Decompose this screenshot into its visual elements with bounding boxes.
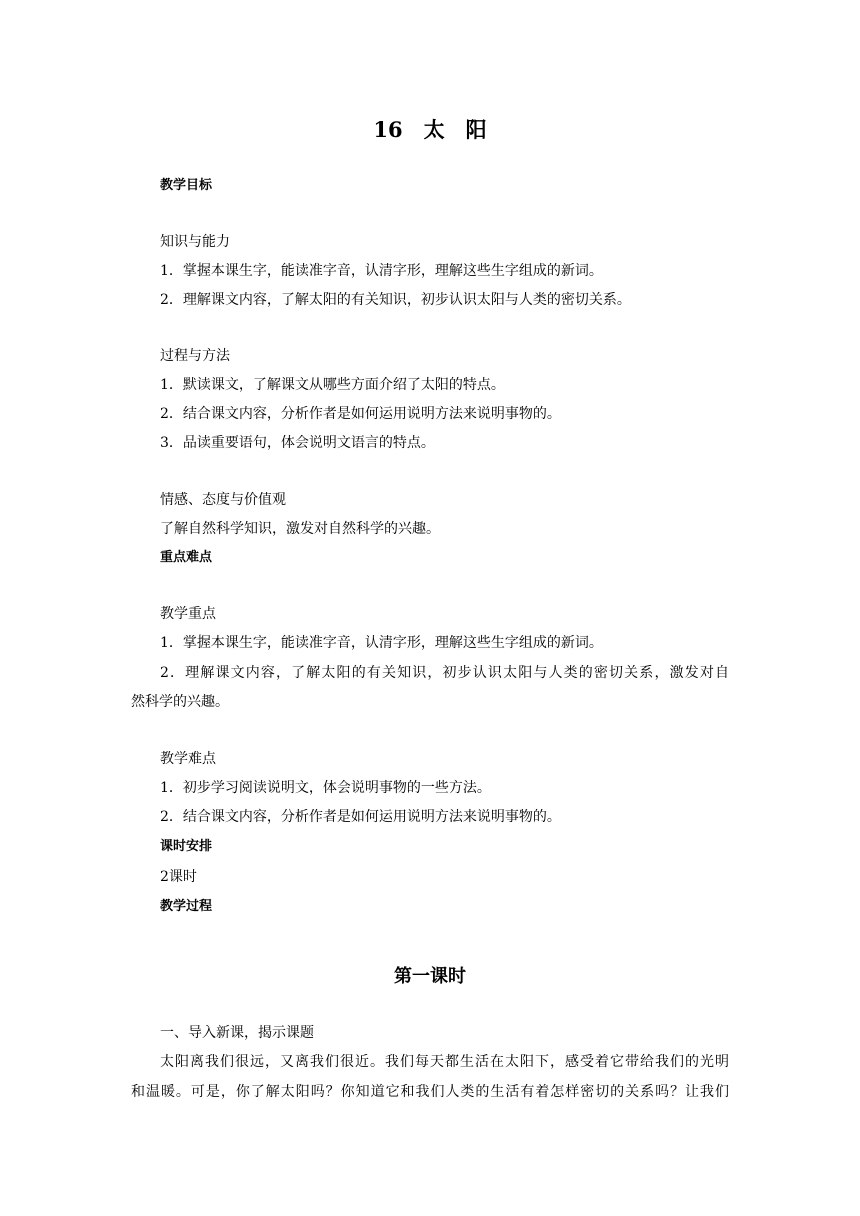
paragraph-line: 和温暖。可是，你了解太阳吗？你知道它和我们人类的生活有着怎样密切的关系吗？让我们 bbox=[131, 1084, 729, 1100]
process-method-item: 2．结合课文内容，分析作者是如何运用说明方法来说明事物的。 bbox=[160, 406, 561, 422]
difficulty-heading: 教学难点 bbox=[160, 751, 216, 767]
process-method-item: 3．品读重要语句，体会说明文语言的特点。 bbox=[160, 435, 435, 451]
teaching-process-heading: 教学过程 bbox=[160, 899, 213, 914]
focus-item: 1．掌握本课生字，能读准字音，认清字形，理解这些生字组成的新词。 bbox=[160, 635, 603, 651]
key-points-heading: 重点难点 bbox=[160, 550, 213, 565]
difficulty-item: 1．初步学习阅读说明文，体会说明事物的一些方法。 bbox=[160, 780, 491, 796]
focus-item-continued: 然科学的兴趣。 bbox=[131, 694, 229, 710]
schedule-value: 2课时 bbox=[160, 869, 197, 885]
focus-heading: 教学重点 bbox=[160, 606, 216, 622]
paragraph-line: 太阳离我们很远，又离我们很近。我们每天都生活在太阳下，感受着它带给我们的光明 bbox=[160, 1054, 729, 1070]
focus-item: 2．理解课文内容，了解太阳的有关知识，初步认识太阳与人类的密切关系，激发对自 bbox=[160, 665, 729, 681]
knowledge-item: 2．理解课文内容，了解太阳的有关知识，初步认识太阳与人类的密切关系。 bbox=[160, 292, 631, 308]
section-heading: 一、导入新课，揭示课题 bbox=[160, 1025, 314, 1041]
knowledge-item: 1．掌握本课生字，能读准字音，认清字形，理解这些生字组成的新词。 bbox=[160, 263, 603, 279]
difficulty-item: 2．结合课文内容，分析作者是如何运用说明方法来说明事物的。 bbox=[160, 809, 561, 825]
emotion-heading: 情感、态度与价值观 bbox=[160, 492, 286, 508]
emotion-text: 了解自然科学知识，激发对自然科学的兴趣。 bbox=[160, 521, 440, 537]
goals-heading: 教学目标 bbox=[160, 178, 213, 193]
process-method-item: 1．默读课文，了解课文从哪些方面介绍了太阳的特点。 bbox=[160, 377, 505, 393]
lesson-title: 16 太 阳 bbox=[373, 117, 487, 142]
process-method-heading: 过程与方法 bbox=[160, 348, 230, 364]
lesson-session-title: 第一课时 bbox=[394, 966, 466, 987]
schedule-heading: 课时安排 bbox=[160, 839, 213, 854]
knowledge-heading: 知识与能力 bbox=[160, 234, 230, 250]
